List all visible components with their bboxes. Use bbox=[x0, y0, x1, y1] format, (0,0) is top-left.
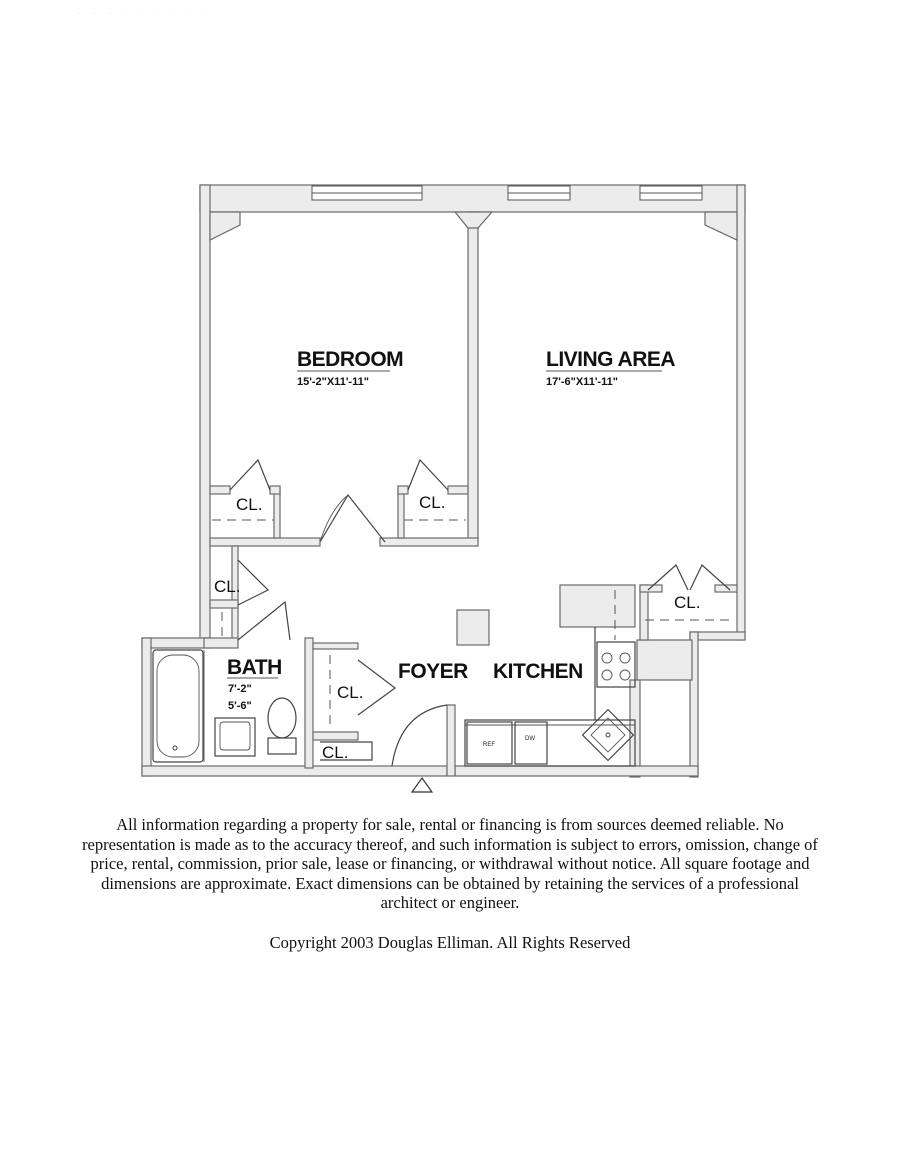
bath-dimension-1: 7'-2" bbox=[228, 683, 252, 695]
bath-label: BATH bbox=[227, 656, 282, 679]
living-area-dimensions: 17'-6"X11'-11" bbox=[546, 376, 618, 388]
closet-label-hall: CL. bbox=[214, 577, 241, 596]
bath-dimension-2: 5'-6" bbox=[228, 700, 252, 712]
bedroom-dimensions: 15'-2"X11'-11" bbox=[297, 376, 369, 388]
closet-label-entry: CL. bbox=[322, 743, 349, 762]
room-labels bbox=[227, 348, 675, 712]
foyer-label: FOYER bbox=[398, 660, 468, 683]
refrigerator-label: REF bbox=[483, 742, 495, 748]
dishwasher-label: DW bbox=[525, 736, 535, 742]
closet-label-living: CL. bbox=[674, 593, 701, 612]
living-area-label: LIVING AREA bbox=[546, 348, 676, 371]
copyright-text: Copyright 2003 Douglas Elliman. All Rights Reserved bbox=[269, 933, 631, 952]
scan-artifact: · · · · · · · · · bbox=[78, 11, 212, 17]
appliance-labels bbox=[483, 736, 535, 748]
closet-label-foyer: CL. bbox=[337, 683, 364, 702]
bedroom-label: BEDROOM bbox=[297, 348, 404, 371]
disclaimer-text: All information regarding a property for sale, rental or financing is from sources deemed reliable. No representation is made as to the accuracy thereof, and such information is subject to errors, omission, change of price, rental, commission, prior sale, lease or financing, or withdrawal without notice. All square footage and dimensions are approximate. Exact dimensions can be obtained by retaining the services of a professional architect or engineer. bbox=[82, 815, 818, 912]
kitchen-label: KITCHEN bbox=[493, 660, 583, 683]
closet-label-bedroom-right: CL. bbox=[419, 493, 446, 512]
closet-label-bedroom-left: CL. bbox=[236, 495, 263, 514]
